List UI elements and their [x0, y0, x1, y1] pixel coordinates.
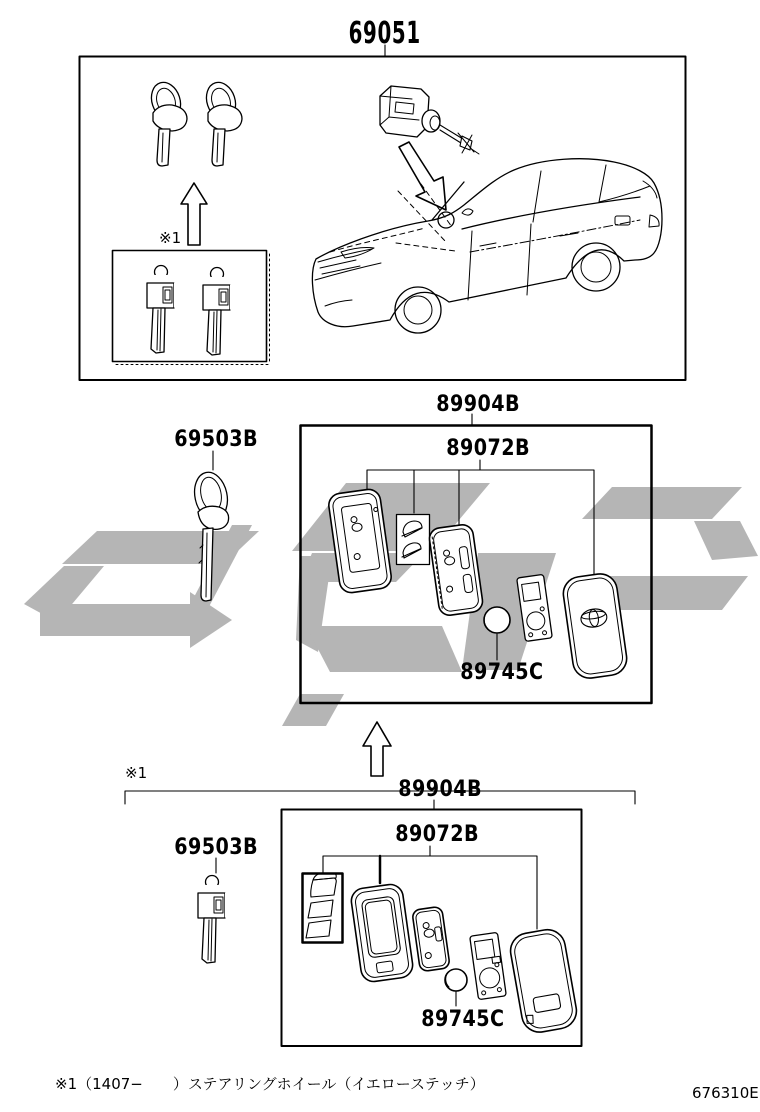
note-ref-bottom: ※1: [125, 764, 148, 782]
note-ref-top: ※1: [159, 229, 182, 247]
part-label-89072B-bot: 89072B: [395, 822, 479, 847]
mid-fob-buttons: [397, 515, 430, 565]
transponder-key-icon: [203, 268, 237, 356]
watermark-logo: [24, 483, 758, 726]
part-label-89904B-bot: 89904B: [398, 777, 482, 802]
up-arrow-icon: [363, 722, 391, 776]
part-label-89072B-mid: 89072B: [446, 436, 530, 461]
bot-circuit-board: [470, 932, 507, 999]
bot-fob-frame: [350, 883, 415, 983]
part-label-69503B-mid: 69503B: [174, 427, 258, 452]
bot-fob-buttons: [303, 873, 343, 943]
master-key-icon: [147, 79, 187, 166]
part-label-69051: 69051: [348, 16, 422, 51]
up-arrow-icon: [181, 183, 207, 245]
bot-fob-case-inner: [412, 906, 450, 972]
part-label-89745C-mid: 89745C: [460, 660, 544, 685]
key-cylinder-set: [380, 86, 479, 154]
part-label-69503B-bot: 69503B: [174, 835, 258, 860]
mid-fob-case-inner: [428, 523, 484, 616]
transponder-key-icon: [147, 266, 181, 354]
document-code: 676310E: [692, 1084, 759, 1102]
master-key-icon: [202, 79, 242, 166]
bot-battery-icon: [445, 969, 467, 1006]
car-illustration: [312, 159, 662, 333]
footnote-keys-box: [113, 251, 270, 365]
footnote-text: ※1（1407− ）ステアリングホイール（イエローステッチ）: [55, 1075, 485, 1093]
part-label-89745C-bot: 89745C: [421, 1007, 505, 1032]
part-label-89904B-mid: 89904B: [436, 392, 520, 417]
bot-transponder-key-icon: [198, 876, 232, 964]
